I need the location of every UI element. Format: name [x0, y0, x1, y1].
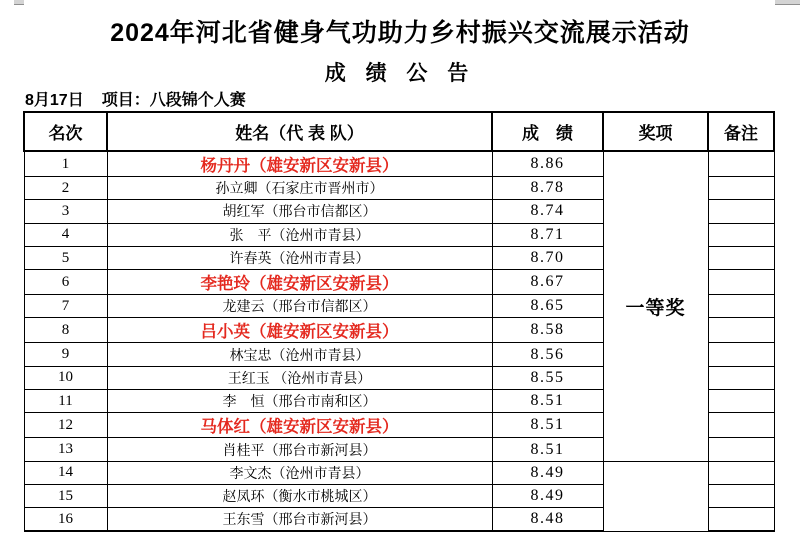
- score-cell: 8.56: [492, 343, 603, 366]
- rank-cell: 8: [24, 318, 107, 343]
- score-cell: 8.51: [492, 390, 603, 413]
- remark-cell: [708, 413, 774, 438]
- name-cell: 王东雪（邢台市新河县）: [107, 508, 492, 531]
- page-title: 2024年河北省健身气功助力乡村振兴交流展示活动: [110, 19, 690, 47]
- header-name: 姓名（代 表 队）: [107, 112, 492, 151]
- top-edge-artifact-left: [14, 0, 24, 5]
- name-cell: 李艳玲（雄安新区安新县）: [107, 270, 492, 295]
- remark-cell: [708, 318, 774, 343]
- rank-cell: 10: [24, 366, 107, 389]
- name-cell: 王红玉 （沧州市青县）: [107, 366, 492, 389]
- rank-cell: 6: [24, 270, 107, 295]
- remark-cell: [708, 295, 774, 318]
- remark-cell: [708, 200, 774, 223]
- name-cell: 肖桂平（邢台市新河县）: [107, 438, 492, 461]
- score-cell: 8.74: [492, 200, 603, 223]
- score-cell: 8.51: [492, 413, 603, 438]
- name-cell: 张 平（沧州市青县）: [107, 223, 492, 246]
- date-label: 8月17日: [25, 92, 84, 109]
- header-remark: 备注: [708, 112, 774, 151]
- name-cell: 李文杰（沧州市青县）: [107, 461, 492, 484]
- rank-cell: 14: [24, 461, 107, 484]
- name-cell: 吕小英（雄安新区安新县）: [107, 318, 492, 343]
- results-table: [23, 111, 775, 532]
- name-cell: 龙建云（邢台市信都区）: [107, 295, 492, 318]
- score-cell: 8.67: [492, 270, 603, 295]
- table-header-row: [24, 112, 774, 151]
- score-cell: 8.86: [492, 151, 603, 177]
- event-meta-line: [25, 87, 246, 110]
- rank-cell: 12: [24, 413, 107, 438]
- score-cell: 8.51: [492, 438, 603, 461]
- score-cell: 8.48: [492, 508, 603, 531]
- rank-cell: 7: [24, 295, 107, 318]
- name-cell: 胡红军（邢台市信都区）: [107, 200, 492, 223]
- award-cell: [603, 461, 708, 531]
- remark-cell: [708, 438, 774, 461]
- score-cell: 8.55: [492, 366, 603, 389]
- rank-cell: 11: [24, 390, 107, 413]
- rank-cell: 16: [24, 508, 107, 531]
- score-cell: 8.58: [492, 318, 603, 343]
- score-cell: 8.78: [492, 177, 603, 200]
- name-cell: 林宝忠（沧州市青县）: [107, 343, 492, 366]
- remark-cell: [708, 246, 774, 269]
- rank-cell: 4: [24, 223, 107, 246]
- name-cell: 许春英（沧州市青县）: [107, 246, 492, 269]
- rank-cell: 13: [24, 438, 107, 461]
- remark-cell: [708, 177, 774, 200]
- rank-cell: 3: [24, 200, 107, 223]
- header-rank: 名次: [24, 112, 107, 151]
- score-cell: 8.49: [492, 461, 603, 484]
- name-cell: 孙立卿（石家庄市晋州市）: [107, 177, 492, 200]
- remark-cell: [708, 343, 774, 366]
- name-cell: 杨丹丹（雄安新区安新县）: [107, 151, 492, 177]
- rank-cell: 9: [24, 343, 107, 366]
- score-cell: 8.70: [492, 246, 603, 269]
- remark-cell: [708, 508, 774, 531]
- rank-cell: 15: [24, 484, 107, 507]
- page-subtitle: 成 绩 公 告: [324, 62, 476, 85]
- rank-cell: 2: [24, 177, 107, 200]
- rank-cell: 5: [24, 246, 107, 269]
- table-row: [24, 151, 774, 177]
- name-cell: 马体红（雄安新区安新县）: [107, 413, 492, 438]
- score-cell: 8.65: [492, 295, 603, 318]
- name-cell: 李 恒（邢台市南和区）: [107, 390, 492, 413]
- award-cell: 一等奖: [603, 151, 708, 461]
- remark-cell: [708, 151, 774, 177]
- remark-cell: [708, 270, 774, 295]
- rank-cell: 1: [24, 151, 107, 177]
- remark-cell: [708, 390, 774, 413]
- remark-cell: [708, 484, 774, 507]
- remark-cell: [708, 366, 774, 389]
- event-label: 项目：八段锦个人赛: [101, 92, 246, 109]
- name-cell: 赵凤环（衡水市桃城区）: [107, 484, 492, 507]
- remark-cell: [708, 223, 774, 246]
- header-score: 成 绩: [492, 112, 603, 151]
- score-cell: 8.49: [492, 484, 603, 507]
- score-cell: 8.71: [492, 223, 603, 246]
- top-edge-artifact-right: [775, 0, 800, 5]
- remark-cell: [708, 461, 774, 484]
- header-award: 奖项: [603, 112, 708, 151]
- table-row: [24, 461, 774, 484]
